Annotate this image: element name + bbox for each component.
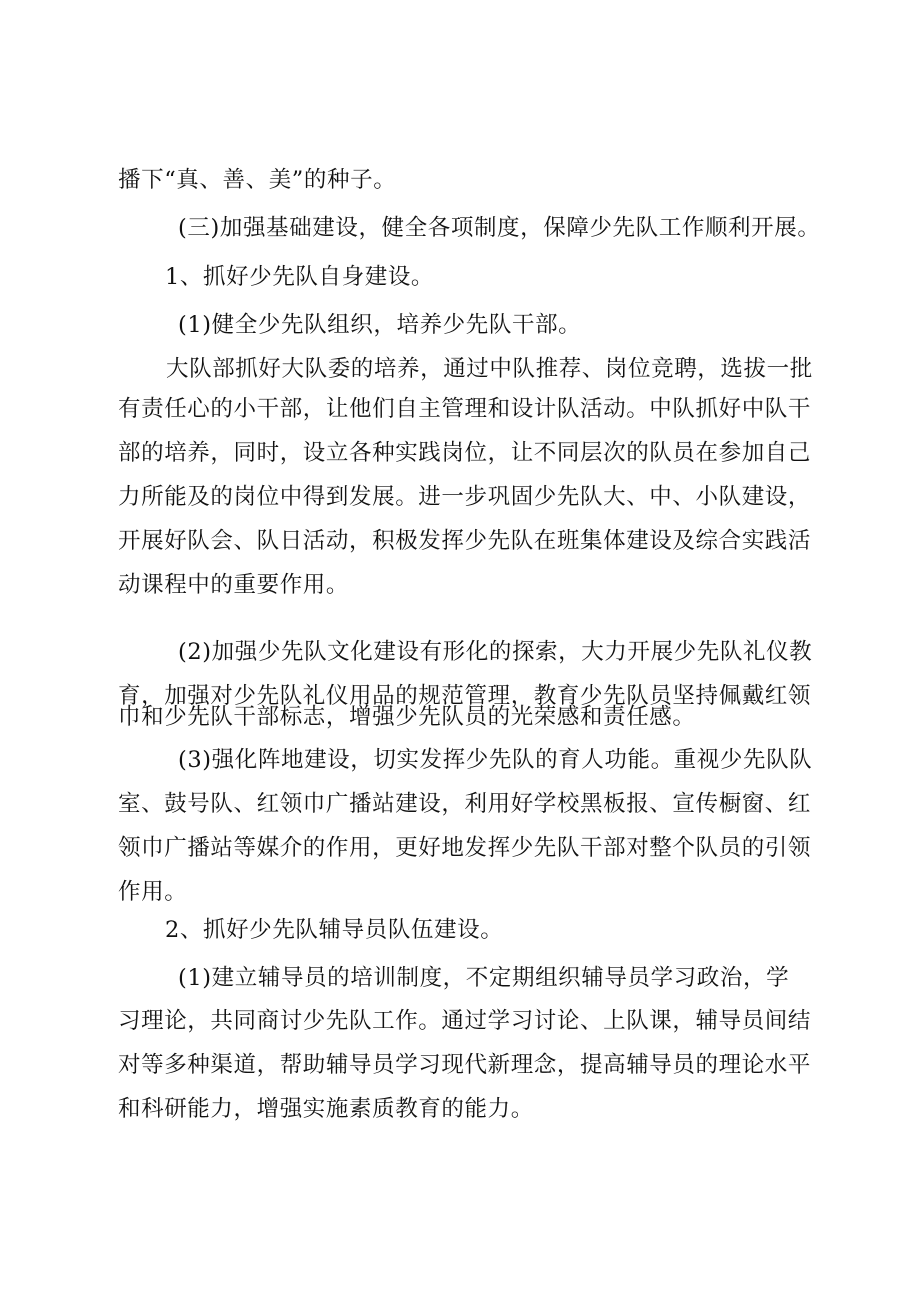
text-line: 育，加强对少先队礼仪用品的规范管理，教育少先队员坚持佩戴红领 xyxy=(118,683,812,709)
text-line: 作用。 xyxy=(118,879,188,905)
item-heading: (1)健全少先队组织，培养少先队干部。 xyxy=(178,312,582,338)
text-line: 部的培养，同时，设立各种实践岗位，让不同层次的队员在参加自己 xyxy=(118,440,812,466)
text-line: 对等多种渠道，帮助辅导员学习现代新理念，提高辅导员的理论水平 xyxy=(118,1052,812,1078)
text-line: 有责任心的小干部，让他们自主管理和设计队活动。中队抓好中队干 xyxy=(118,396,812,422)
text-line: (3)强化阵地建设，切实发挥少先队的育人功能。重视少先队队 xyxy=(178,747,813,773)
subsection-heading: 2、抓好少先队辅导员队伍建设。 xyxy=(165,917,504,943)
text-line: 开展好队会、队日活动，积极发挥少先队在班集体建设及综合实践活 xyxy=(118,528,812,554)
text-line: 巾和少先队干部标志，增强少先队员的光荣感和责任感。 xyxy=(118,704,696,730)
text-line: 习理论，共同商讨少先队工作。通过学习讨论、上队课，辅导员间结 xyxy=(118,1008,812,1034)
text-line: 领巾广播站等媒介的作用，更好地发挥少先队干部对整个队员的引领 xyxy=(118,835,812,861)
text-line: 动课程中的重要作用。 xyxy=(118,572,350,598)
subsection-heading: 1、抓好少先队自身建设。 xyxy=(165,264,435,290)
text-line: 和科研能力，增强实施素质教育的能力。 xyxy=(118,1096,534,1122)
text-line: (1)建立辅导员的培训制度，不定期组织辅导员学习政治，学 xyxy=(178,965,790,991)
text-line: (2)加强少先队文化建设有形化的探索，大力开展少先队礼仪教 xyxy=(178,639,813,665)
section-heading: (三)加强基础建设，健全各项制度，保障少先队工作顺利开展。 xyxy=(178,215,821,241)
text-line: 播下“真、善、美”的种子。 xyxy=(118,167,397,193)
text-line: 力所能及的岗位中得到发展。进一步巩固少先队大、中、小队建设， xyxy=(118,484,812,510)
text-line: 大队部抓好大队委的培养，通过中队推荐、岗位竞聘，选拔一批 xyxy=(166,356,813,382)
text-line: 室、鼓号队、红领巾广播站建设，利用好学校黑板报、宣传橱窗、红 xyxy=(118,791,812,817)
